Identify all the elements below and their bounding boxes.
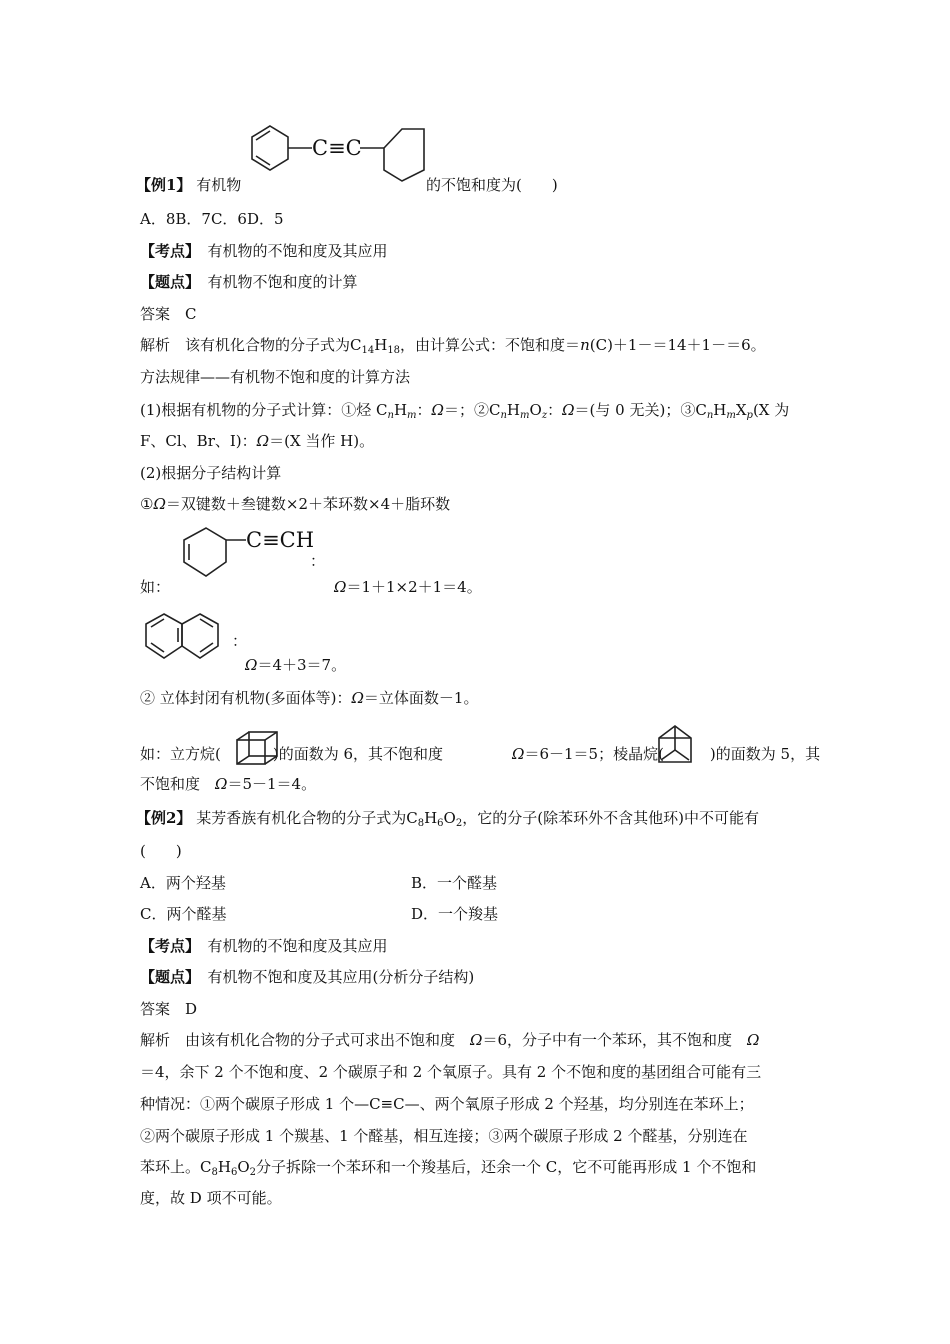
j1b: ＝6，分子中有一个苯环，其不饱和度: [482, 1031, 733, 1049]
p1-o: O: [529, 401, 542, 419]
ex2-jiexi-1: [140, 1029, 759, 1051]
p1-b: ：: [416, 401, 432, 419]
j1a: 解析 由该有机化合物的分子式可求出不饱和度: [140, 1031, 456, 1049]
p1-m3: m: [726, 410, 736, 421]
ex2-optA: A．两个羟基: [140, 874, 226, 892]
ex1-jiexi: [140, 334, 766, 362]
ex1-jiexi-part1: 解析 该有机化合物的分子式为C: [140, 336, 362, 354]
ex1-tidian: 有机物不饱和度的计算: [207, 273, 358, 291]
colon-2: ：: [232, 632, 248, 650]
ex1-structure: [236, 118, 436, 198]
rule1-a: ①: [140, 495, 154, 513]
p1-m: m: [407, 410, 417, 421]
ex2-jiexi-4: ②两个碳原子形成 1 个羰基、1 个醛基，相互连接；③两个碳原子形成 2 个醛基，分别连在: [140, 1127, 748, 1145]
ex1-jiexi-n: n: [580, 336, 590, 354]
omega-symbol: Ω: [470, 1031, 483, 1049]
cube-structure: [233, 728, 283, 768]
cube-line2b: ＝5－1＝4。: [227, 775, 317, 793]
ex2-tidian-tag: 【题点】: [140, 968, 193, 986]
ex2-kaodian-line: [140, 935, 388, 957]
method-p1: [140, 399, 789, 427]
ex2-question: [136, 807, 759, 835]
prismane-structure: [655, 722, 695, 768]
alkyne-label: C≡C: [312, 136, 362, 160]
cube-edge: [237, 756, 249, 764]
ex1-tag: 【例1】: [136, 176, 192, 194]
cube-d: )的面数为 5，其: [709, 745, 821, 763]
p1-z: z: [541, 410, 548, 421]
ex2-paren: ( ): [140, 842, 182, 860]
sub-18: 18: [387, 345, 401, 356]
j5-o: O: [237, 1158, 250, 1176]
ex2-optB: B．一个醛基: [411, 874, 498, 892]
ex2-kaodian-tag: 【考点】: [140, 937, 193, 955]
j5-h: H: [217, 1158, 231, 1176]
sub: 6: [437, 818, 444, 829]
omega-symbol: Ω: [512, 745, 525, 763]
p1-h2: H: [506, 401, 521, 419]
sub: 8: [417, 818, 425, 829]
ex1-options: A．8B．7C．6D．5: [140, 210, 284, 228]
ex2-h: H: [424, 809, 438, 827]
calc1-text: ＝1＋1×2＋1＝4。: [346, 578, 482, 596]
ex1-tidian-tag: 【题点】: [140, 273, 193, 291]
ex1-q-after: 的不饱和度为( ): [426, 176, 558, 194]
ex2-q1: 某芳香族有机化合物的分子式为C: [196, 809, 418, 827]
ex2-tidian: 有机物不饱和度及其应用(分析分子结构): [207, 968, 475, 986]
rule2-b: ＝立体面数－1。: [363, 689, 479, 707]
p1-n: n: [387, 410, 394, 421]
p1-n2: n: [500, 410, 507, 421]
cube-edge: [265, 732, 277, 740]
p1-line2: F、Cl、Br、I)：: [140, 432, 257, 450]
cyclohexene-ring: [184, 528, 226, 576]
naphthalene-structure: [140, 608, 240, 668]
p1-p: p: [746, 410, 753, 421]
ex2-tidian-line: [140, 966, 474, 988]
omega-symbol: Ω: [153, 495, 166, 513]
ex2-kaodian: 有机物的不饱和度及其应用: [207, 937, 388, 955]
rule2-a: ② 立体封闭有机物(多面体等)：: [140, 689, 352, 707]
omega-symbol: Ω: [351, 689, 364, 707]
ex2-o: O: [443, 809, 456, 827]
cube-c: ＝6－1＝5；棱晶烷(: [524, 745, 664, 763]
p1-c: ＝；②C: [443, 401, 501, 419]
rule2: [140, 687, 478, 709]
ex2-jiexi-6: 度，故 D 项不可能。: [140, 1189, 282, 1207]
ex1-jiexi-part2: ，由计算公式：不饱和度＝: [400, 336, 581, 354]
j5a: 苯环上。C: [140, 1158, 212, 1176]
colon-1: ：: [310, 552, 326, 570]
ex1-question: [136, 174, 241, 196]
p1-x: X: [735, 401, 747, 419]
cube-a: 如：立方烷(: [140, 745, 221, 763]
omega-symbol: Ω: [215, 775, 228, 793]
sub: 8: [211, 1167, 218, 1178]
omega-symbol: Ω: [334, 578, 347, 596]
ex2-tag: 【例2】: [136, 809, 192, 827]
p1-m2: m: [520, 410, 530, 421]
rule1: [140, 493, 450, 515]
method-p1-line2: [140, 430, 374, 452]
ru-label-1: 如：: [140, 578, 171, 596]
cube-line2a: 不饱和度: [140, 775, 201, 793]
omega-symbol: Ω: [562, 401, 575, 419]
ex2-jiexi-5: [140, 1156, 756, 1184]
ex1-kaodian: 有机物的不饱和度及其应用: [207, 242, 388, 260]
sub: 2: [455, 818, 463, 829]
omega-symbol: Ω: [747, 1031, 760, 1049]
sub-14: 14: [361, 345, 375, 356]
p1-n3: n: [706, 410, 714, 421]
omega-symbol: Ω: [431, 401, 444, 419]
p1-h3: H: [713, 401, 727, 419]
p1-f: ＝(与 0 无关)；③C: [574, 401, 707, 419]
p1-h: H: [393, 401, 408, 419]
ex2-q2: ，它的分子(除苯环外不含其他环)中不可能有: [462, 809, 759, 827]
ex1-jiexi-part3: (C)＋1－＝14＋1－＝6。: [589, 336, 766, 354]
method-title: 方法规律——有机物不饱和度的计算方法: [140, 368, 411, 386]
prism-edge: [675, 750, 689, 760]
sub: 6: [230, 1167, 238, 1178]
cyclohexane-ring: [384, 129, 424, 181]
ex1-q-before: 有机物: [196, 176, 242, 194]
j5b: 分子拆除一个苯环和一个羧基后，还余一个 C，它不可能再形成 1 个不饱和: [256, 1158, 757, 1176]
ex1-jiexi-h: H: [374, 336, 388, 354]
cube-line2: [140, 773, 316, 795]
cube-line: [140, 743, 443, 765]
cube-b: )的面数为 6，其不饱和度: [272, 745, 444, 763]
calc1: [334, 576, 482, 598]
ex2-optC: C．两个醛基: [140, 905, 227, 923]
ex1-answer: 答案 C: [140, 305, 197, 323]
ex2-answer: 答案 D: [140, 1000, 198, 1018]
method-p2: (2)根据分子结构计算: [140, 464, 282, 482]
p1-a: (1)根据有机物的分子式计算：①烃 C: [140, 401, 388, 419]
p1-h2-text: (X 为: [752, 401, 790, 419]
cyclohexadiene-ring: [252, 126, 288, 170]
cube-edge: [265, 756, 277, 764]
prism-edge: [661, 750, 675, 760]
p1-e: ：: [547, 401, 563, 419]
calc2-text: ＝4＋3＝7。: [257, 656, 347, 674]
omega-symbol: Ω: [256, 432, 270, 450]
omega-symbol: Ω: [245, 656, 258, 674]
ex1-tidian-line: [140, 271, 358, 293]
ethynyl-label: C≡CH: [246, 528, 315, 552]
cube-edge: [237, 732, 249, 740]
ex2-jiexi-3: 种情况：①两个碳原子形成 1 个—C≡C—、两个氧原子形成 2 个羟基，均分别连在苯环上；: [140, 1095, 754, 1113]
ex2-jiexi-2: ＝4，余下 2 个不饱和度、2 个碳原子和 2 个氧原子。具有 2 个不饱和度的基团组合可能有三: [140, 1063, 762, 1081]
calc2: [245, 654, 346, 676]
ex2-optD: D．一个羧基: [411, 905, 499, 923]
rule1-b: ＝双键数＋叁键数×2＋苯环数×4＋脂环数: [165, 495, 451, 513]
ex1-kaodian-line: [140, 240, 388, 262]
sub: 2: [249, 1167, 257, 1178]
ex1-kaodian-tag: 【考点】: [140, 242, 193, 260]
p1-line2b: ＝(X 当作 H)。: [269, 432, 375, 450]
